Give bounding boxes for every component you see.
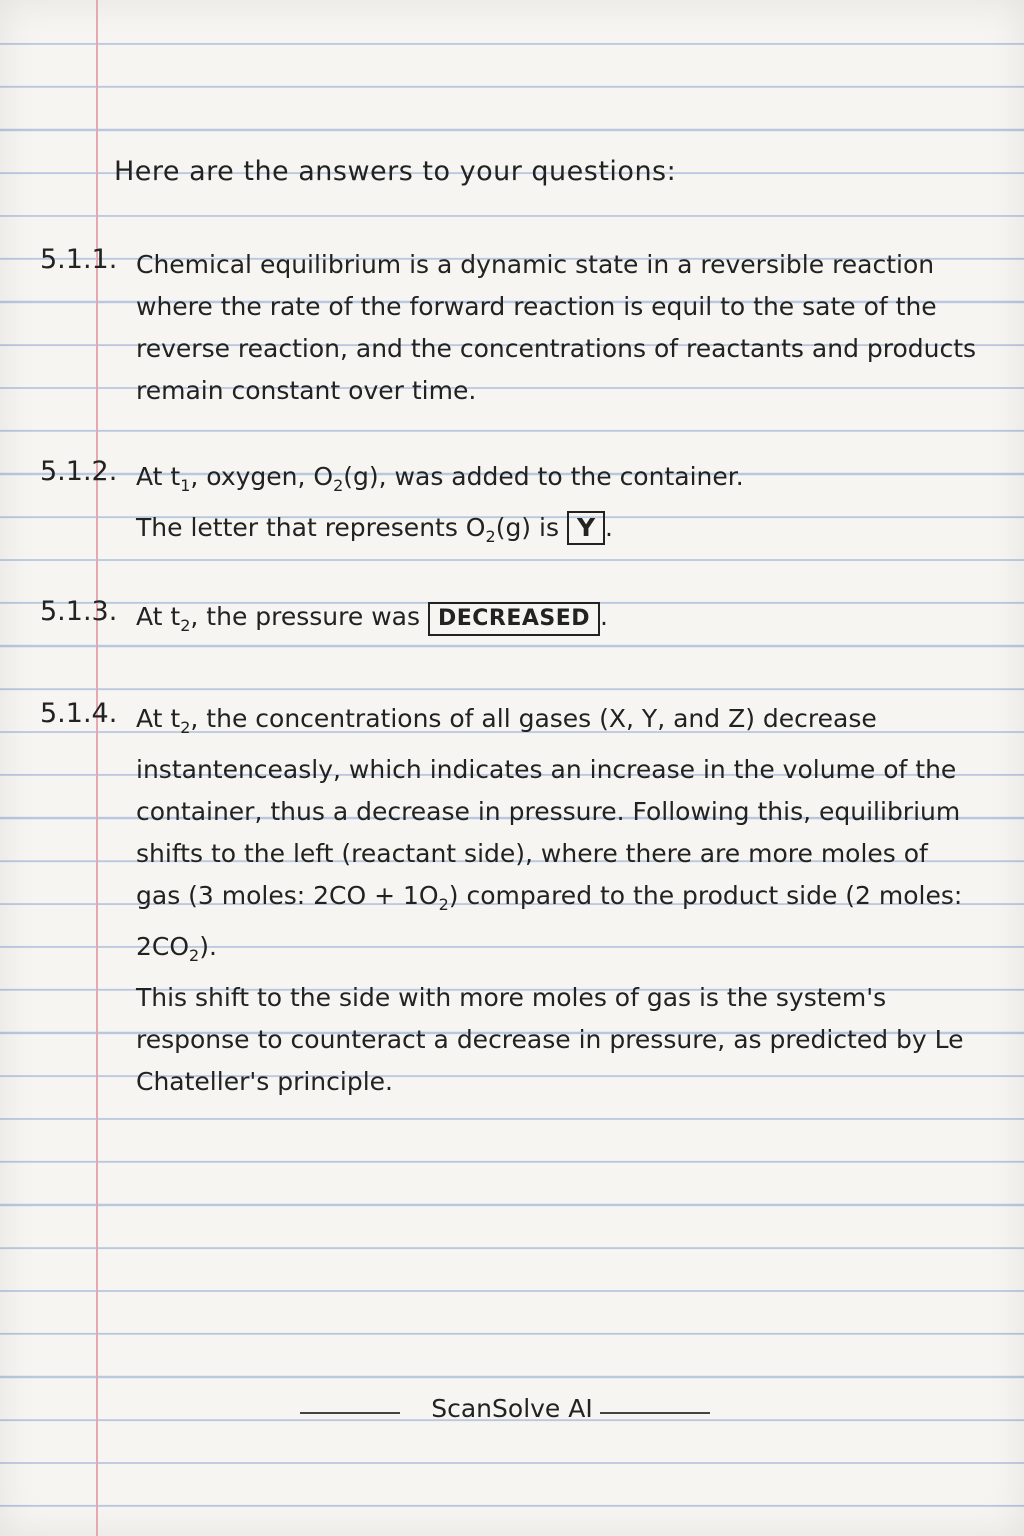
question-number: 5.1.3. — [40, 596, 118, 627]
answer-line-1 — [136, 456, 980, 507]
subscript: 2 — [333, 476, 344, 495]
answer-body — [136, 596, 980, 647]
text-fragment: At t — [136, 602, 181, 631]
answer-5-1-4 — [40, 698, 980, 1103]
text-fragment: , the pressure was — [190, 602, 420, 631]
boxed-answer: Y — [567, 511, 605, 545]
footer-brand: ScanSolve AI — [431, 1394, 593, 1423]
text-fragment: . — [605, 513, 613, 542]
text-fragment: ) compared to the product side (2 moles: 2CO — [136, 881, 963, 961]
text-fragment: The letter that represents O — [136, 513, 486, 542]
answer-body — [136, 698, 980, 1103]
text-fragment: ). — [199, 932, 217, 961]
text-fragment: At t — [136, 704, 181, 733]
intro-text: Here are the answers to your questions: — [114, 156, 677, 187]
subscript: 2 — [180, 718, 191, 737]
answer-line — [136, 596, 980, 647]
answer-5-1-2 — [40, 456, 980, 558]
text-fragment: At t — [136, 462, 181, 491]
subscript: 2 — [180, 616, 191, 635]
text-fragment: (g), was added to the container. — [343, 462, 744, 491]
subscript: 2 — [485, 527, 496, 546]
subscript: 2 — [438, 895, 449, 914]
answer-paragraph-2: This shift to the side with more moles of gas is the system's response to counteract a decrease in pressure, as predicted by Le Chateller's principle. — [136, 983, 964, 1096]
question-number: 5.1.2. — [40, 456, 118, 487]
text-fragment: . — [600, 602, 608, 631]
question-number: 5.1.1. — [40, 244, 118, 275]
text-fragment: , the concentrations of all gases (X, Y, and Z) decrease instantenceasly, which indicates an increase in the volume of the container, thus a decrease in pressure. Following this, equilibrium shifts to the left (reactant side), where there are more moles of gas (3 moles: 2CO + 1O — [136, 704, 961, 910]
subscript: 1 — [180, 476, 191, 495]
subscript: 2 — [189, 946, 200, 965]
answer-paragraph-1 — [136, 698, 980, 977]
boxed-answer: DECREASED — [428, 602, 600, 636]
text-fragment: , oxygen, O — [190, 462, 334, 491]
answer-5-1-1 — [40, 244, 980, 412]
answer-body — [136, 456, 980, 558]
text-fragment: (g) is — [495, 513, 559, 542]
answer-5-1-3 — [40, 596, 980, 647]
answer-text: Chemical equilibrium is a dynamic state in a reversible reaction where the rate of the forward reaction is equil to the sate of the reverse reaction, and the concentrations of reactants and products remain constant over time. — [136, 250, 977, 405]
answer-line-2 — [136, 507, 980, 558]
answer-body — [136, 244, 980, 412]
question-number: 5.1.4. — [40, 698, 118, 729]
